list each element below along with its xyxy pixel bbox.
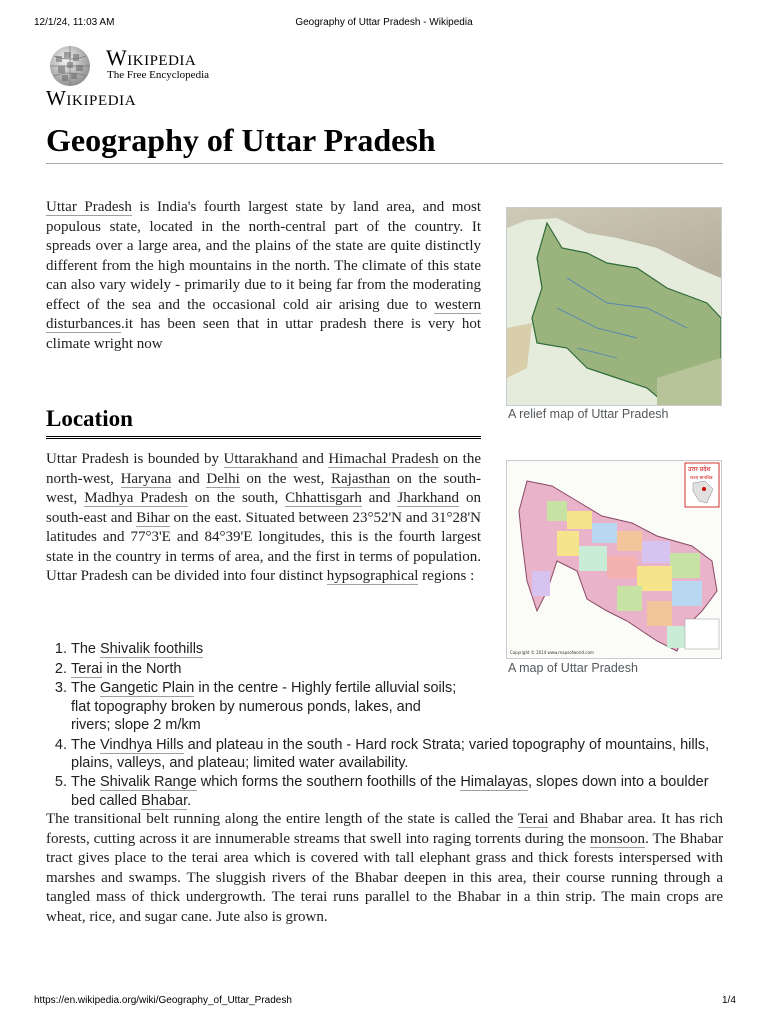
text-run: . (187, 792, 192, 809)
text-run: The transitional belt running along the entire length of the state is called the (46, 811, 518, 827)
text-run: The (71, 641, 101, 657)
list-item (71, 640, 461, 658)
relief-map-caption: A relief map of Uttar Pradesh (508, 407, 669, 421)
print-page-number: 1/4 (722, 995, 736, 1006)
link-chhattisgarh[interactable]: Chhattisgarh (285, 490, 362, 506)
map-subtitle: राज्य मानचित्र (690, 476, 713, 481)
text-run: and (297, 451, 329, 467)
regions-list (46, 640, 723, 811)
link-shivalik-foothills[interactable]: Shivalik foothills (100, 641, 204, 657)
link-terai[interactable]: Terai (517, 811, 549, 827)
text-run: regions : (418, 568, 475, 584)
list-item (71, 679, 461, 734)
text-run: The (71, 680, 101, 697)
print-datetime: 12/1/24, 11:03 AM (34, 17, 115, 28)
text-run: Uttar Pradesh is bounded by (46, 451, 224, 467)
intro-text-2: .it has been seen that in uttar pradesh there is very hot climate wright now (46, 316, 481, 352)
text-run: and (171, 470, 207, 487)
text-run: in the North (102, 660, 182, 677)
text-run: and (361, 490, 398, 506)
terai-bhabar-paragraph (46, 810, 723, 927)
intro-paragraph (46, 198, 481, 354)
text-run: The (71, 774, 101, 791)
link-rajasthan[interactable]: Rajasthan (331, 470, 391, 487)
link-jharkhand[interactable]: Jharkhand (397, 490, 460, 506)
political-map-caption: A map of Uttar Pradesh (508, 661, 638, 675)
list-item (71, 773, 723, 809)
text-run: on the south, (187, 490, 286, 506)
text-run: on south-east and (46, 490, 481, 526)
section-heading-location: Location (46, 404, 481, 439)
text-run: on the north-west, (46, 451, 481, 487)
text-run: The (71, 736, 101, 753)
political-map-image[interactable] (506, 460, 722, 659)
text-run: on the east. Situated between 23°52'N and 31°28'N latitudes and 77°3'E and 84°39'E longitudes, this is the fourth largest state in the country in terms of area, and the first in terms of population. Uttar Pradesh can be divided into four distinct (46, 509, 481, 584)
text-run: . The Bhabar tract gives place to the terai area which is covered with tall elephant grass and thick forests interspersed with marshes and swamps. The sluggish rivers of the Bhabar deepen in this area, their course running through a tangled mass of thick undergrowth. The terai runs parallel to the Bhabar in a thin strip. The main crops are wheat, rice, and sugar cane. Jute also is grown. (46, 830, 723, 925)
location-paragraph (46, 450, 481, 587)
intro-text-1: is India's fourth largest state by land area, and most populous state, located in the north-central part of the country. It spreads over a large area, and the plains of the state are quite distinctly different from the high mountains in the north. The climate of this state can also vary widely - primarily due to it being far from the moderating effect of the sea and the occasional cold air arising due to (46, 199, 481, 313)
wikipedia-globe-icon[interactable] (46, 44, 94, 88)
wikipedia-tagline: The Free Encyclopedia (107, 69, 210, 81)
text-run: which forms the southern foothills of the (196, 774, 461, 791)
link-hypsographical[interactable]: hypsographical (326, 568, 419, 584)
link-bihar[interactable]: Bihar (136, 509, 170, 526)
text-run: and Bhabar area. It has rich forests, cutting across it are innumerable streams that swell into raging torrents during the (46, 811, 723, 847)
relief-map-image[interactable] (506, 207, 722, 406)
map-credit: Copyright © 2014 www.mapsofworld.com (510, 650, 594, 655)
link-uttar-pradesh[interactable]: Uttar Pradesh (46, 199, 132, 215)
text-run: in the centre - Highly fertile alluvial soils; flat topography broken by numerous ponds, lakes, and rivers; slope 2 m/km (71, 680, 457, 733)
list-item (71, 736, 723, 772)
wikipedia-wordmark-secondary: Wikipedia (46, 86, 137, 110)
link-uttarakhand[interactable]: Uttarakhand (223, 451, 298, 467)
link-himachal-pradesh[interactable]: Himachal Pradesh (328, 451, 439, 467)
map-title: उत्तर प्रदेश (688, 466, 711, 473)
text-run: on the west, (239, 470, 331, 487)
link-monsoon[interactable]: monsoon (590, 830, 646, 847)
wikipedia-wordmark: Wikipedia (106, 45, 197, 70)
link-gangetic-plain[interactable]: Gangetic Plain (100, 680, 195, 697)
list-item (71, 660, 461, 678)
text-run: on the south-west, (46, 470, 481, 506)
page-title: Geography of Uttar Pradesh (46, 121, 723, 164)
link-terai[interactable]: Terai (71, 660, 103, 677)
link-western-disturbances[interactable]: western disturbances (46, 296, 481, 332)
text-run: , slopes down into a boulder bed called (71, 774, 709, 809)
link-haryana[interactable]: Haryana (120, 470, 172, 487)
print-url: https://en.wikipedia.org/wiki/Geography_of_Uttar_Pradesh (34, 995, 292, 1006)
link-himalayas[interactable]: Himalayas (460, 774, 528, 791)
link-shivalik-range[interactable]: Shivalik Range (100, 774, 197, 791)
print-page-title: Geography of Uttar Pradesh - Wikipedia (295, 17, 473, 28)
text-run: and plateau in the south - Hard rock Strata; varied topography of mountains, hills, plains, valleys, and plateau; limited water availability. (71, 736, 710, 771)
link-vindhya-hills[interactable]: Vindhya Hills (100, 736, 184, 753)
link-bhabar[interactable]: Bhabar (141, 792, 188, 809)
link-delhi[interactable]: Delhi (206, 470, 240, 487)
link-madhya-pradesh[interactable]: Madhya Pradesh (84, 490, 188, 506)
